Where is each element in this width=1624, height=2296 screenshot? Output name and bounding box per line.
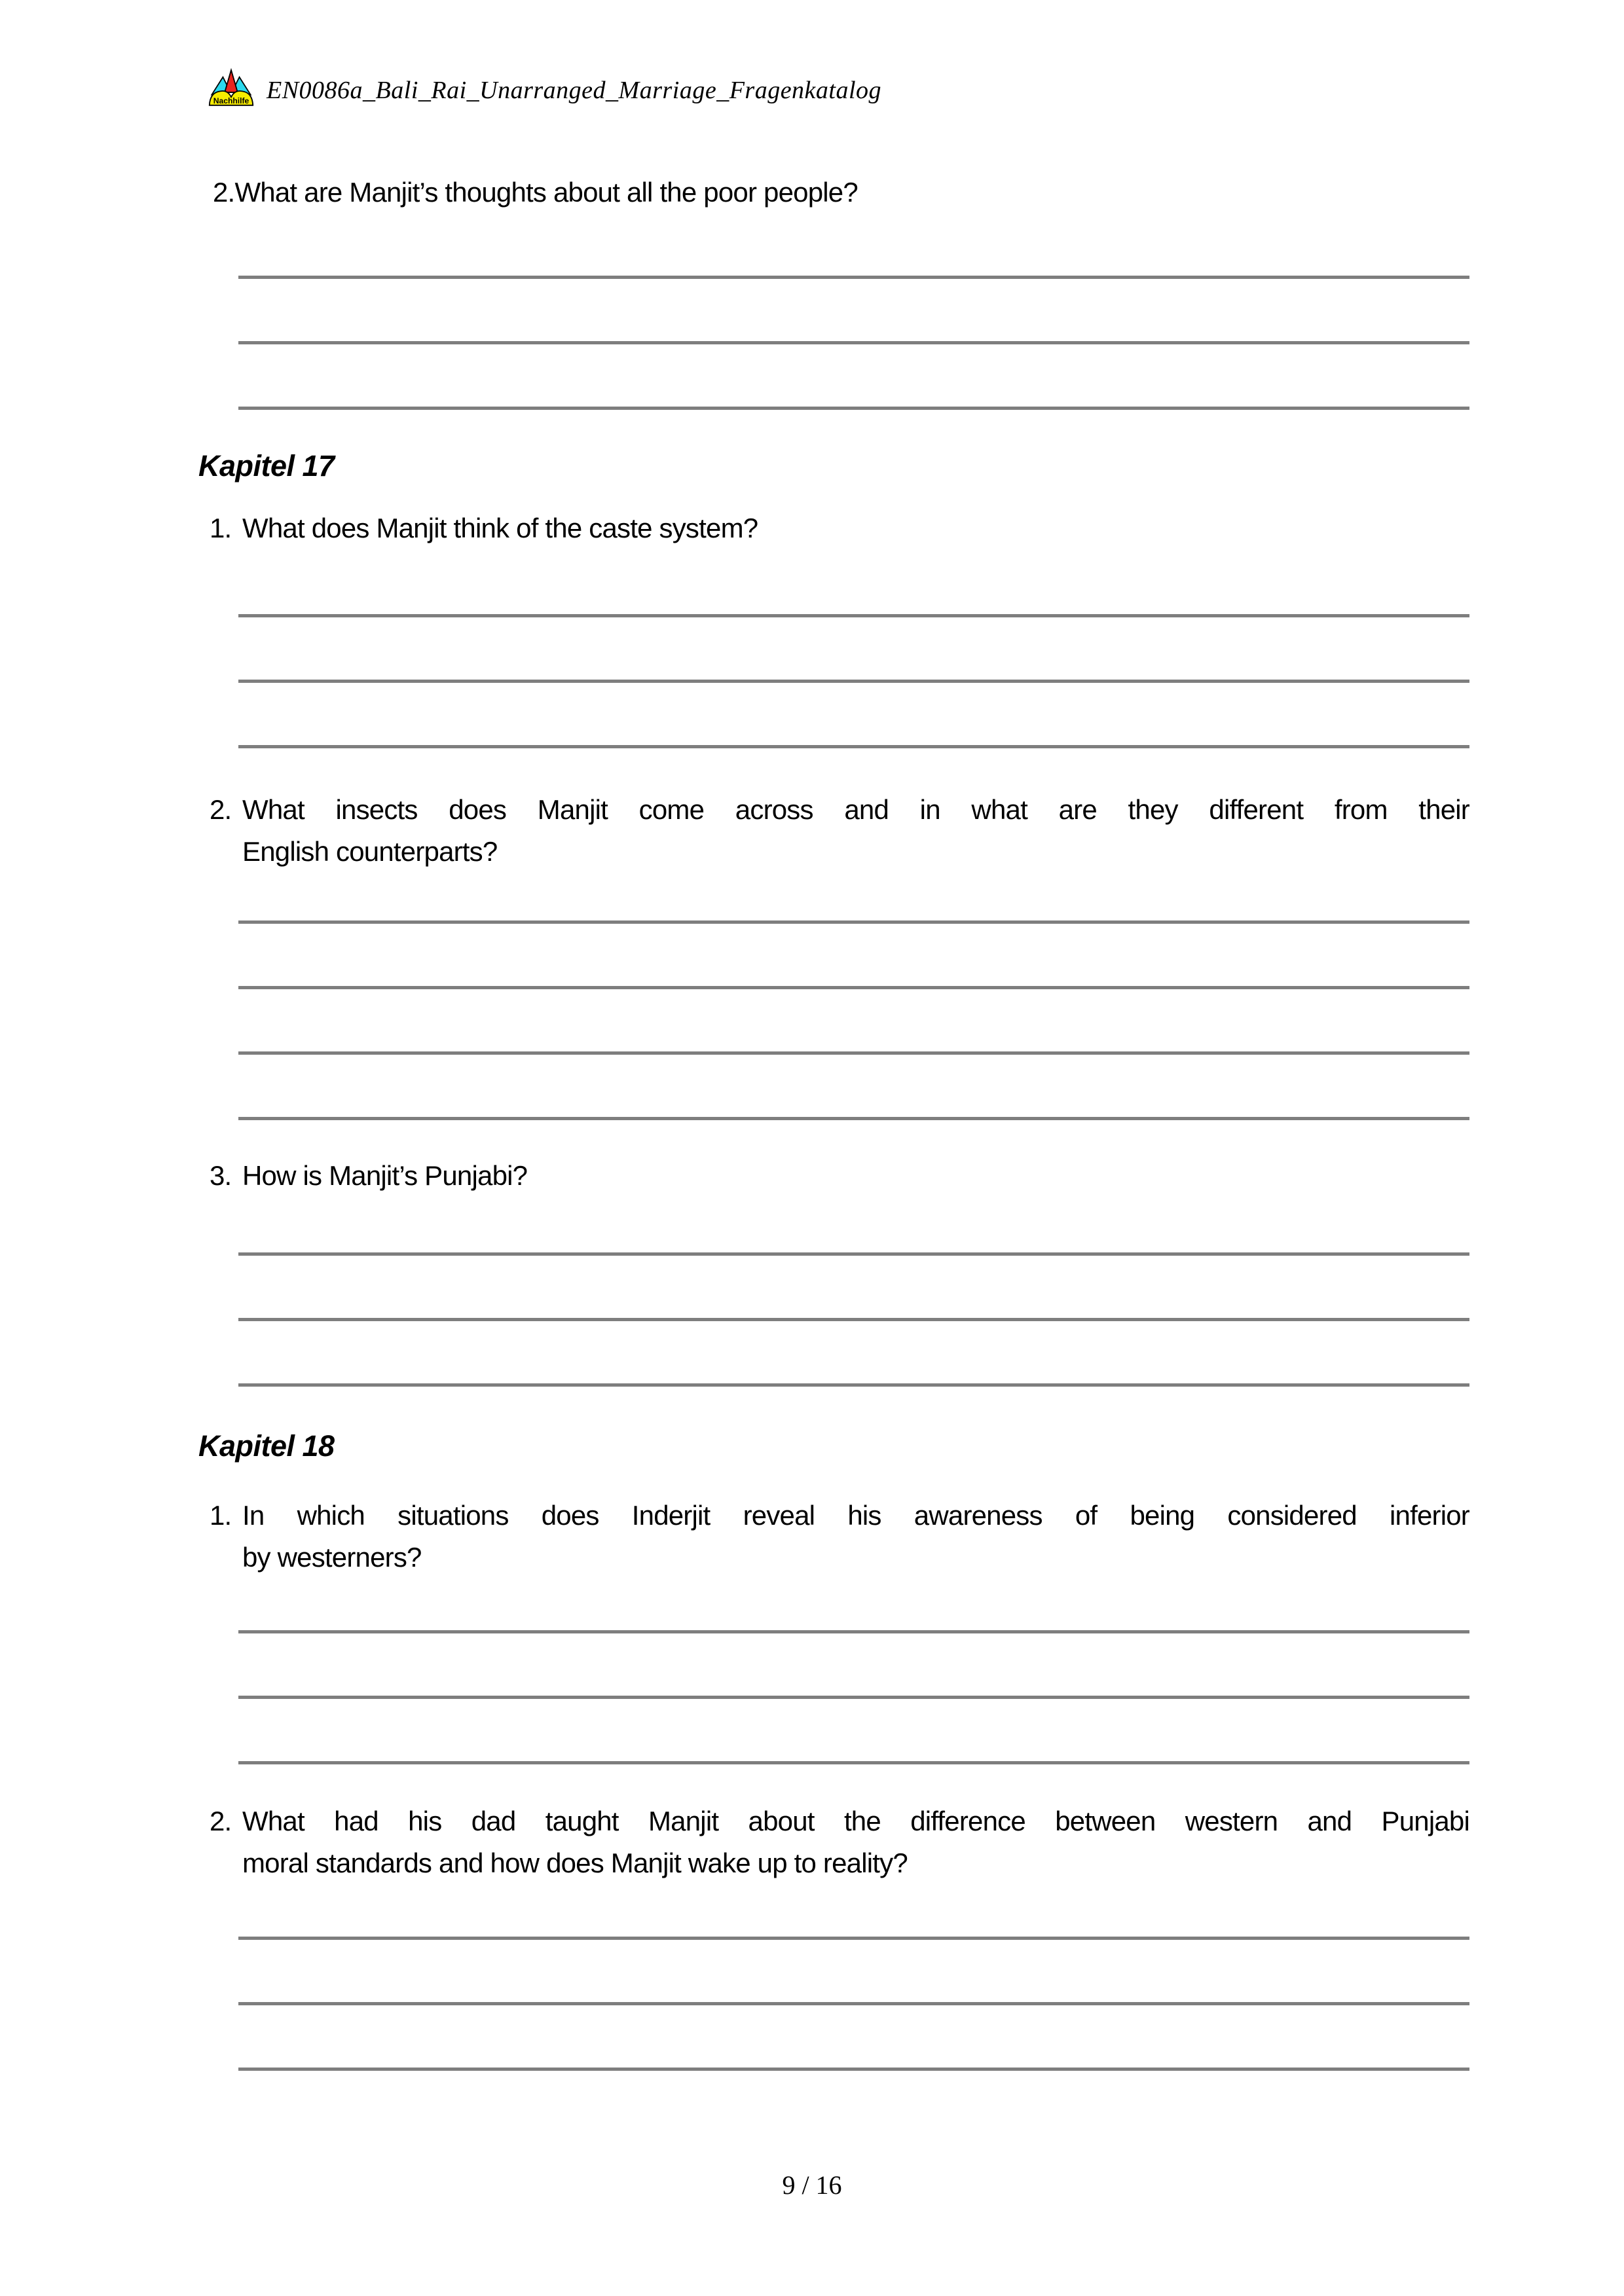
question-number: 2. xyxy=(210,1806,232,1836)
answer-line xyxy=(238,920,1469,924)
answer-line xyxy=(238,1630,1469,1633)
answer-line xyxy=(238,1051,1469,1055)
answer-lines-group xyxy=(238,1937,1469,2133)
question-k17-1 xyxy=(210,507,1469,549)
question-number: 1. xyxy=(210,513,232,543)
answer-line xyxy=(238,2002,1469,2005)
answer-lines-group xyxy=(238,1630,1469,1827)
question-text: What had his dad taught Manjit about the difference between western and Punjabi moral standards and how does Manjit wake up to reality? xyxy=(242,1806,1469,1878)
question-k18-2 xyxy=(210,1800,1469,1884)
question-k17-2 xyxy=(210,789,1469,873)
answer-lines-group xyxy=(238,276,1469,472)
answer-line xyxy=(238,1696,1469,1699)
question-text: In which situations does Inderjit reveal his awareness of being considered inferior by westerners? xyxy=(242,1500,1469,1573)
answer-line xyxy=(238,1252,1469,1256)
answer-line xyxy=(238,1761,1469,1764)
question-number: 2. xyxy=(213,177,235,208)
question-number: 1. xyxy=(210,1500,232,1531)
section-heading-kapitel-17: Kapitel 17 xyxy=(198,449,335,483)
question-k17-3 xyxy=(210,1155,1469,1197)
document-title: EN0086a_Bali_Rai_Unarranged_Marriage_Fragenkatalog xyxy=(267,77,882,104)
logo-text: Nachhilfe xyxy=(213,96,249,106)
answer-line xyxy=(238,1318,1469,1321)
page-number: 9 / 16 xyxy=(782,2170,842,2200)
question-intro-2 xyxy=(213,172,1462,213)
answer-line xyxy=(238,2068,1469,2071)
question-number: 2. xyxy=(210,794,232,825)
logo-center-peak xyxy=(225,70,238,92)
question-text: What does Manjit think of the caste system? xyxy=(242,513,758,543)
question-text: How is Manjit’s Punjabi? xyxy=(242,1160,528,1191)
answer-line xyxy=(238,1117,1469,1120)
answer-line xyxy=(238,986,1469,989)
answer-line xyxy=(238,1937,1469,1940)
nachhilfe-logo-icon xyxy=(208,67,254,107)
section-heading-kapitel-18: Kapitel 18 xyxy=(198,1429,335,1463)
question-number: 3. xyxy=(210,1160,232,1191)
question-k18-1 xyxy=(210,1495,1469,1578)
answer-line xyxy=(238,614,1469,617)
question-text: What are Manjit’s thoughts about all the poor people? xyxy=(234,177,858,208)
answer-line xyxy=(238,276,1469,279)
answer-lines-group xyxy=(238,1252,1469,1449)
question-text: What insects does Manjit come across and in what are they different from their English counterparts? xyxy=(242,794,1469,867)
answer-line xyxy=(238,341,1469,344)
answer-lines-group xyxy=(238,614,1469,811)
answer-line xyxy=(238,407,1469,410)
answer-line xyxy=(238,1383,1469,1387)
answer-line xyxy=(238,745,1469,748)
answer-line xyxy=(238,680,1469,683)
answer-lines-group xyxy=(238,920,1469,1182)
